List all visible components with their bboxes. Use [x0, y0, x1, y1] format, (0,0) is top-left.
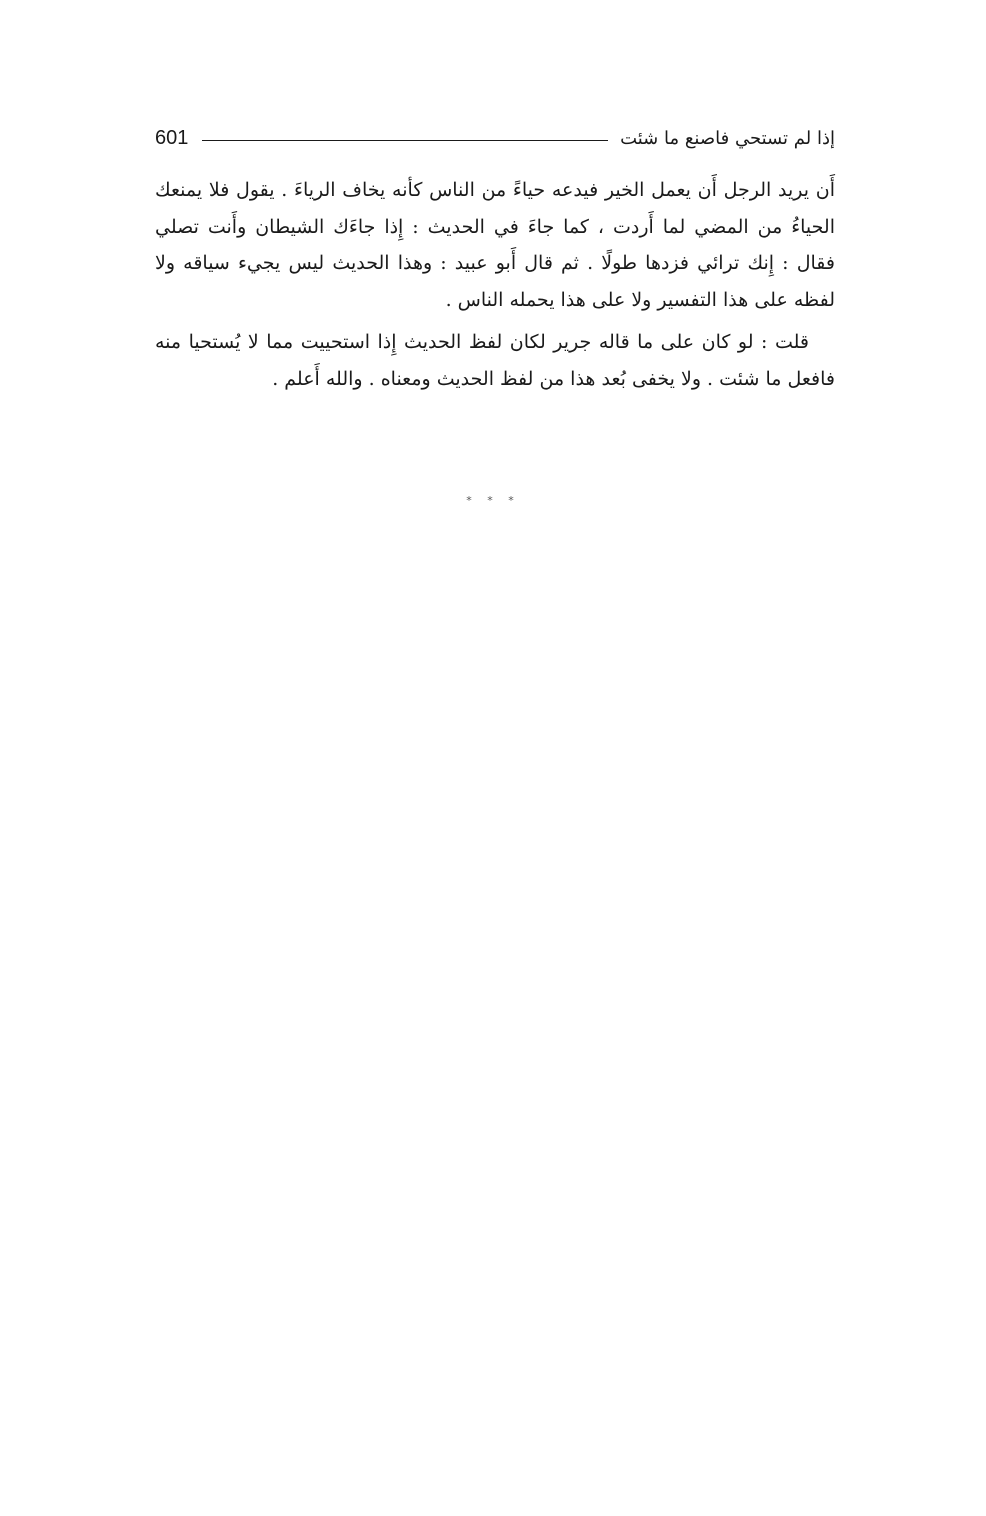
paragraph: قلت : لو كان على ما قاله جرير لكان لفظ الحديث إِذا استحييت مما لا يُستحيا منه فافعل ما شئت . ولا يخفى بُعد هذا من لفظ الحديث ومعناه . والله أَعلم .: [155, 331, 835, 390]
paragraph: أَن يريد الرجل أَن يعمل الخير فيدعه حياءً من الناس كأنه يخاف الرياءَ . يقول فلا يمنعك الحياءُ من المضي لما أَردت ، كما جاءَ في الحديث : إِذا جاءَك الشيطان وأَنت تصلي فقال : إِنك ترائي فزدها طولًا . ثم قال أَبو عبيد : وهذا الحديث ليس يجيء سياقه ولا لفظه على هذا التفسير ولا على هذا يحمله الناس .: [155, 179, 835, 311]
page-number: 601: [155, 126, 189, 149]
running-title: إذا لم تستحي فاصنع ما شئت: [620, 127, 835, 149]
running-header: [155, 123, 835, 153]
body-text: [155, 172, 835, 397]
section-separator: * * *: [466, 494, 520, 507]
header-rule: [202, 140, 608, 141]
